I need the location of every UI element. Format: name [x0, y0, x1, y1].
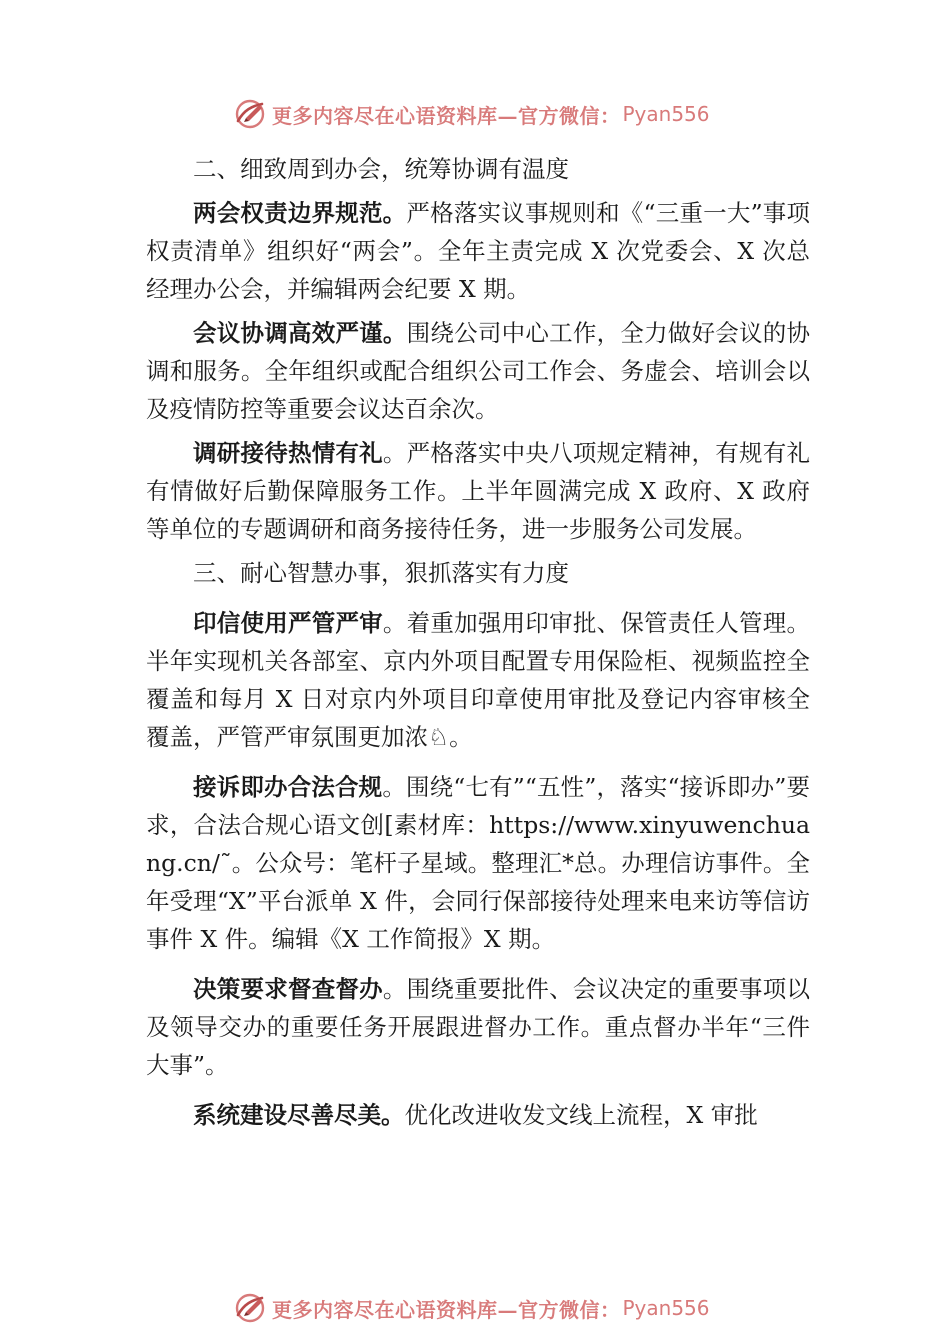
paragraph-title: 印信使用严管严审	[193, 609, 383, 637]
paragraph-text: 。围绕“七有”“五性”，落实“接诉即办”要求，合法合规心语文创[素材库：https://www.xinyuwenchuang.cn/˜。公众号：笔杆子星域。整理汇*总。办理信访事件。全年受理“X”平台派单 X 件，会同行保部接待处理来电来访等信访事件 X 件。编辑《X 工作简报》X 期。	[146, 773, 810, 953]
pen-swirl-logo-icon	[232, 1290, 268, 1326]
pen-swirl-logo-icon	[232, 96, 268, 132]
paragraph	[146, 434, 810, 548]
paragraph-text: 严格落实议事规则和《“三重一大”事项权责清单》组织好“两会”。全年主责完成 X 次党委会、X 次总经理办公会，并编辑两会纪要 X 期。	[146, 199, 811, 303]
section-heading: 二、细致周到办会，统筹协调有温度	[193, 155, 569, 183]
paragraph	[146, 314, 810, 428]
paragraph	[146, 194, 810, 308]
paragraph	[146, 604, 810, 756]
footer-watermark	[232, 1288, 710, 1328]
paragraph-title: 两会权责边界规范。	[193, 199, 407, 227]
paragraph-title: 决策要求督查督办	[193, 975, 383, 1003]
paragraph-text: 围绕公司中心工作，全力做好会议的协调和服务。全年组织或配合组织公司工作会、务虚会、培训会以及疫情防控等重要会议达百余次。	[146, 319, 811, 423]
paragraph-title: 接诉即办合法合规	[193, 773, 383, 801]
watermark-brand-text: 更多内容尽在心语资料库—官方微信：	[272, 1297, 621, 1322]
document-body	[146, 150, 810, 1134]
watermark-wechat-id: Pyan556	[622, 1296, 710, 1320]
paragraph	[146, 1096, 810, 1134]
paragraph	[146, 970, 810, 1084]
paragraph-title: 调研接待热情有礼	[193, 439, 383, 467]
paragraph-text: 优化改进收发文线上流程，X 审批	[404, 1101, 758, 1129]
paragraph-text: 。围绕重要批件、会议决定的重要事项以及领导交办的重要任务开展跟进督办工作。重点督办半年“三件大事”。	[146, 975, 811, 1079]
header-watermark	[232, 94, 710, 134]
section-heading: 三、耐心智慧办事，狠抓落实有力度	[193, 559, 569, 587]
paragraph-title: 会议协调高效严谨。	[193, 319, 407, 347]
watermark-wechat-id: Pyan556	[622, 102, 710, 126]
paragraph-text: 。严格落实中央八项规定精神，有规有礼有情做好后勤保障服务工作。上半年圆满完成 X 政府、X 政府等单位的专题调研和商务接待任务，进一步服务公司发展。	[146, 439, 811, 543]
paragraph-title: 系统建设尽善尽美。	[193, 1101, 405, 1129]
paragraph	[146, 768, 810, 958]
watermark-brand-text: 更多内容尽在心语资料库—官方微信：	[272, 103, 621, 128]
paragraph-text: 。着重加强用印审批、保管责任人管理。半年实现机关各部室、京内外项目配置专用保险柜、视频监控全覆盖和每月 X 日对京内外项目印章使用审批及登记内容审核全覆盖，严管严审氛围更加浓♘。	[146, 609, 811, 751]
